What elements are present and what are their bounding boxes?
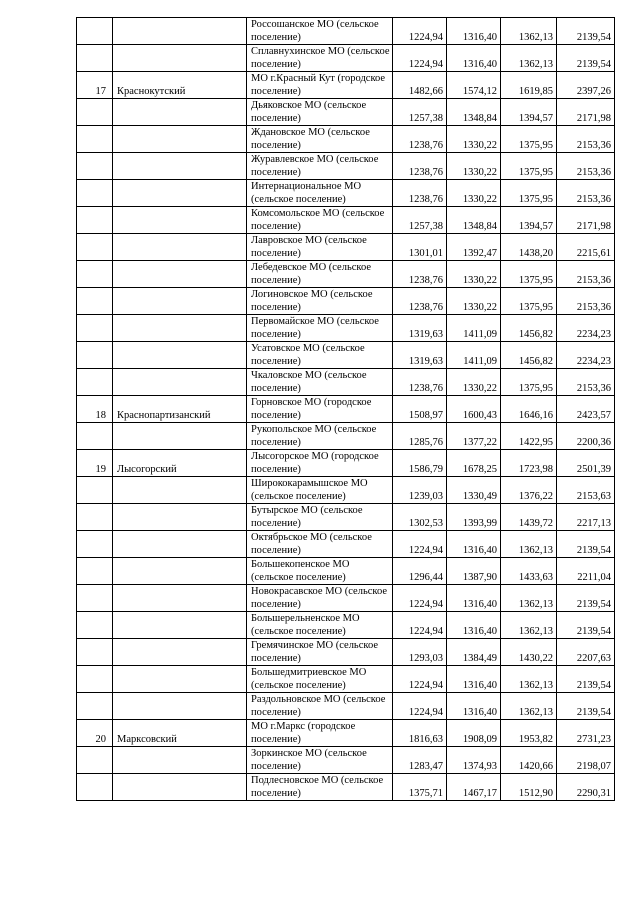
value-cell-4: 2234,23 [557, 342, 615, 369]
value-cell-4: 2139,54 [557, 531, 615, 558]
district-cell [113, 639, 247, 666]
value-cell-4: 2198,07 [557, 747, 615, 774]
row-number-cell [77, 342, 113, 369]
value-cell-1: 1257,38 [393, 207, 447, 234]
row-number-cell: 18 [77, 396, 113, 423]
row-number-cell [77, 45, 113, 72]
district-cell [113, 261, 247, 288]
municipality-cell: Горновское МО (городское поселение) [247, 396, 393, 423]
value-cell-4: 2139,54 [557, 666, 615, 693]
row-number-cell [77, 180, 113, 207]
municipality-cell: Усатовское МО (сельское поселение) [247, 342, 393, 369]
document-page [76, 17, 615, 801]
municipality-cell: Интернациональное МО (сельское поселение) [247, 180, 393, 207]
table-row [77, 504, 615, 531]
value-cell-4: 2139,54 [557, 612, 615, 639]
municipality-cell: Большедмитриевское МО (сельское поселение) [247, 666, 393, 693]
municipality-cell: Октябрьское МО (сельское поселение) [247, 531, 393, 558]
table-row [77, 450, 615, 477]
value-cell-4: 2139,54 [557, 585, 615, 612]
value-cell-4: 2211,04 [557, 558, 615, 585]
value-cell-1: 1586,79 [393, 450, 447, 477]
municipality-cell: Логиновское МО (сельское поселение) [247, 288, 393, 315]
value-cell-3: 1512,90 [501, 774, 557, 801]
district-cell: Краснокутский [113, 72, 247, 99]
value-cell-1: 1224,94 [393, 585, 447, 612]
value-cell-3: 1362,13 [501, 18, 557, 45]
row-number-cell [77, 99, 113, 126]
table-row [77, 234, 615, 261]
value-cell-2: 1316,40 [447, 612, 501, 639]
municipality-cell: Ждановское МО (сельское поселение) [247, 126, 393, 153]
table-row [77, 639, 615, 666]
value-cell-1: 1375,71 [393, 774, 447, 801]
value-cell-4: 2139,54 [557, 18, 615, 45]
value-cell-4: 2139,54 [557, 45, 615, 72]
row-number-cell: 20 [77, 720, 113, 747]
value-cell-2: 1467,17 [447, 774, 501, 801]
value-cell-3: 1362,13 [501, 585, 557, 612]
value-cell-2: 1330,22 [447, 369, 501, 396]
value-cell-1: 1238,76 [393, 261, 447, 288]
value-cell-4: 2215,61 [557, 234, 615, 261]
value-cell-2: 1330,22 [447, 180, 501, 207]
value-cell-3: 1375,95 [501, 288, 557, 315]
value-cell-1: 1302,53 [393, 504, 447, 531]
municipality-cell: Журавлевское МО (сельское поселение) [247, 153, 393, 180]
value-cell-1: 1238,76 [393, 369, 447, 396]
row-number-cell [77, 153, 113, 180]
value-cell-2: 1384,49 [447, 639, 501, 666]
value-cell-2: 1316,40 [447, 585, 501, 612]
district-cell [113, 234, 247, 261]
value-cell-1: 1224,94 [393, 45, 447, 72]
value-cell-2: 1387,90 [447, 558, 501, 585]
value-cell-3: 1723,98 [501, 450, 557, 477]
municipality-cell: МО г.Маркс (городское поселение) [247, 720, 393, 747]
value-cell-1: 1285,76 [393, 423, 447, 450]
row-number-cell [77, 207, 113, 234]
municipality-cell: Раздольновское МО (сельское поселение) [247, 693, 393, 720]
value-cell-2: 1411,09 [447, 342, 501, 369]
value-cell-1: 1296,44 [393, 558, 447, 585]
value-cell-4: 2423,57 [557, 396, 615, 423]
municipality-cell: Лысогорское МО (городское поселение) [247, 450, 393, 477]
value-cell-4: 2153,36 [557, 288, 615, 315]
municipality-cell: Лавровское МО (сельское поселение) [247, 234, 393, 261]
row-number-cell [77, 558, 113, 585]
district-cell: Лысогорский [113, 450, 247, 477]
district-cell [113, 585, 247, 612]
table-row [77, 612, 615, 639]
row-number-cell [77, 774, 113, 801]
value-cell-3: 1422,95 [501, 423, 557, 450]
district-cell [113, 99, 247, 126]
row-number-cell [77, 639, 113, 666]
table-row [77, 342, 615, 369]
value-cell-1: 1293,03 [393, 639, 447, 666]
value-cell-3: 1362,13 [501, 45, 557, 72]
value-cell-1: 1224,94 [393, 693, 447, 720]
row-number-cell [77, 504, 113, 531]
table-row [77, 666, 615, 693]
district-cell [113, 612, 247, 639]
table-row [77, 45, 615, 72]
value-cell-4: 2207,63 [557, 639, 615, 666]
row-number-cell [77, 261, 113, 288]
table-row [77, 531, 615, 558]
district-cell [113, 45, 247, 72]
value-cell-3: 1646,16 [501, 396, 557, 423]
value-cell-4: 2139,54 [557, 693, 615, 720]
district-cell [113, 315, 247, 342]
value-cell-3: 1394,57 [501, 207, 557, 234]
value-cell-2: 1574,12 [447, 72, 501, 99]
municipality-cell: Подлесновское МО (сельское поселение) [247, 774, 393, 801]
row-number-cell [77, 747, 113, 774]
table-row [77, 423, 615, 450]
value-cell-3: 1430,22 [501, 639, 557, 666]
municipality-cell: Сплавнухинское МО (сельское поселение) [247, 45, 393, 72]
value-cell-3: 1362,13 [501, 612, 557, 639]
value-cell-3: 1362,13 [501, 531, 557, 558]
value-cell-1: 1224,94 [393, 666, 447, 693]
value-cell-4: 2153,36 [557, 126, 615, 153]
value-cell-2: 1377,22 [447, 423, 501, 450]
row-number-cell [77, 531, 113, 558]
value-cell-1: 1238,76 [393, 288, 447, 315]
value-cell-2: 1374,93 [447, 747, 501, 774]
row-number-cell [77, 585, 113, 612]
value-cell-4: 2200,36 [557, 423, 615, 450]
district-cell [113, 423, 247, 450]
table-row [77, 315, 615, 342]
value-cell-3: 1433,63 [501, 558, 557, 585]
value-cell-1: 1319,63 [393, 342, 447, 369]
value-cell-2: 1392,47 [447, 234, 501, 261]
value-cell-2: 1330,22 [447, 288, 501, 315]
value-cell-1: 1224,94 [393, 612, 447, 639]
district-cell [113, 693, 247, 720]
district-cell [113, 207, 247, 234]
value-cell-3: 1362,13 [501, 693, 557, 720]
table-row [77, 477, 615, 504]
value-cell-1: 1238,76 [393, 126, 447, 153]
value-cell-3: 1362,13 [501, 666, 557, 693]
row-number-cell [77, 612, 113, 639]
value-cell-2: 1316,40 [447, 45, 501, 72]
value-cell-3: 1375,95 [501, 153, 557, 180]
district-cell: Марксовский [113, 720, 247, 747]
table-row [77, 126, 615, 153]
table-row [77, 747, 615, 774]
table-row [77, 369, 615, 396]
row-number-cell [77, 369, 113, 396]
table-row [77, 693, 615, 720]
district-cell [113, 342, 247, 369]
row-number-cell [77, 315, 113, 342]
table-row [77, 774, 615, 801]
municipality-cell: Чкаловское МО (сельское поселение) [247, 369, 393, 396]
row-number-cell [77, 666, 113, 693]
value-cell-3: 1394,57 [501, 99, 557, 126]
municipality-cell: Первомайское МО (сельское поселение) [247, 315, 393, 342]
district-cell [113, 477, 247, 504]
district-cell [113, 180, 247, 207]
tariff-table [76, 17, 615, 801]
value-cell-3: 1456,82 [501, 315, 557, 342]
value-cell-4: 2234,23 [557, 315, 615, 342]
municipality-cell: Рукопольское МО (сельское поселение) [247, 423, 393, 450]
value-cell-4: 2397,26 [557, 72, 615, 99]
district-cell: Краснопартизанский [113, 396, 247, 423]
value-cell-3: 1375,95 [501, 261, 557, 288]
district-cell [113, 774, 247, 801]
value-cell-3: 1376,22 [501, 477, 557, 504]
municipality-cell: Гремячинское МО (сельское поселение) [247, 639, 393, 666]
value-cell-1: 1283,47 [393, 747, 447, 774]
value-cell-2: 1678,25 [447, 450, 501, 477]
value-cell-4: 2153,36 [557, 369, 615, 396]
value-cell-2: 1316,40 [447, 18, 501, 45]
district-cell [113, 126, 247, 153]
value-cell-1: 1257,38 [393, 99, 447, 126]
row-number-cell [77, 126, 113, 153]
value-cell-2: 1908,09 [447, 720, 501, 747]
value-cell-4: 2153,36 [557, 180, 615, 207]
district-cell [113, 288, 247, 315]
municipality-cell: МО г.Красный Кут (городское поселение) [247, 72, 393, 99]
value-cell-4: 2217,13 [557, 504, 615, 531]
municipality-cell: Зоркинское МО (сельское поселение) [247, 747, 393, 774]
value-cell-3: 1375,95 [501, 126, 557, 153]
row-number-cell [77, 477, 113, 504]
value-cell-1: 1238,76 [393, 153, 447, 180]
value-cell-3: 1420,66 [501, 747, 557, 774]
table-row [77, 396, 615, 423]
value-cell-1: 1224,94 [393, 531, 447, 558]
row-number-cell [77, 423, 113, 450]
district-cell [113, 153, 247, 180]
value-cell-2: 1330,49 [447, 477, 501, 504]
row-number-cell: 17 [77, 72, 113, 99]
value-cell-3: 1438,20 [501, 234, 557, 261]
value-cell-4: 2153,36 [557, 153, 615, 180]
value-cell-2: 1348,84 [447, 99, 501, 126]
row-number-cell [77, 288, 113, 315]
municipality-cell: Россошанское МО (сельское поселение) [247, 18, 393, 45]
municipality-cell: Дьяковское МО (сельское поселение) [247, 99, 393, 126]
district-cell [113, 18, 247, 45]
row-number-cell [77, 693, 113, 720]
district-cell [113, 747, 247, 774]
value-cell-1: 1816,63 [393, 720, 447, 747]
municipality-cell: Большекопенское МО (сельское поселение) [247, 558, 393, 585]
value-cell-2: 1348,84 [447, 207, 501, 234]
value-cell-1: 1224,94 [393, 18, 447, 45]
value-cell-4: 2731,23 [557, 720, 615, 747]
value-cell-4: 2171,98 [557, 99, 615, 126]
value-cell-3: 1375,95 [501, 369, 557, 396]
table-row [77, 99, 615, 126]
table-row [77, 558, 615, 585]
value-cell-1: 1238,76 [393, 180, 447, 207]
table-row [77, 180, 615, 207]
value-cell-1: 1239,03 [393, 477, 447, 504]
value-cell-2: 1393,99 [447, 504, 501, 531]
value-cell-2: 1316,40 [447, 531, 501, 558]
district-cell [113, 369, 247, 396]
table-row [77, 18, 615, 45]
table-row [77, 153, 615, 180]
table-row [77, 261, 615, 288]
value-cell-2: 1411,09 [447, 315, 501, 342]
value-cell-3: 1953,82 [501, 720, 557, 747]
value-cell-3: 1456,82 [501, 342, 557, 369]
municipality-cell: Новокрасавское МО (сельское поселение) [247, 585, 393, 612]
value-cell-4: 2501,39 [557, 450, 615, 477]
municipality-cell: Комсомольское МО (сельское поселение) [247, 207, 393, 234]
value-cell-4: 2153,36 [557, 261, 615, 288]
municipality-cell: Большерельненское МО (сельское поселение) [247, 612, 393, 639]
value-cell-1: 1508,97 [393, 396, 447, 423]
table-body [77, 18, 615, 801]
value-cell-2: 1316,40 [447, 693, 501, 720]
row-number-cell [77, 234, 113, 261]
value-cell-4: 2290,31 [557, 774, 615, 801]
table-row [77, 207, 615, 234]
value-cell-1: 1319,63 [393, 315, 447, 342]
value-cell-3: 1439,72 [501, 504, 557, 531]
value-cell-4: 2171,98 [557, 207, 615, 234]
table-row [77, 585, 615, 612]
district-cell [113, 666, 247, 693]
municipality-cell: Лебедевское МО (сельское поселение) [247, 261, 393, 288]
value-cell-1: 1482,66 [393, 72, 447, 99]
municipality-cell: Бутырское МО (сельское поселение) [247, 504, 393, 531]
value-cell-3: 1375,95 [501, 180, 557, 207]
value-cell-2: 1330,22 [447, 153, 501, 180]
municipality-cell: Ширококарамышское МО (сельское поселение) [247, 477, 393, 504]
value-cell-2: 1600,43 [447, 396, 501, 423]
table-row [77, 720, 615, 747]
table-row [77, 72, 615, 99]
district-cell [113, 558, 247, 585]
value-cell-3: 1619,85 [501, 72, 557, 99]
value-cell-2: 1330,22 [447, 261, 501, 288]
table-row [77, 288, 615, 315]
value-cell-2: 1330,22 [447, 126, 501, 153]
district-cell [113, 531, 247, 558]
value-cell-2: 1316,40 [447, 666, 501, 693]
row-number-cell [77, 18, 113, 45]
value-cell-4: 2153,63 [557, 477, 615, 504]
row-number-cell: 19 [77, 450, 113, 477]
value-cell-1: 1301,01 [393, 234, 447, 261]
district-cell [113, 504, 247, 531]
